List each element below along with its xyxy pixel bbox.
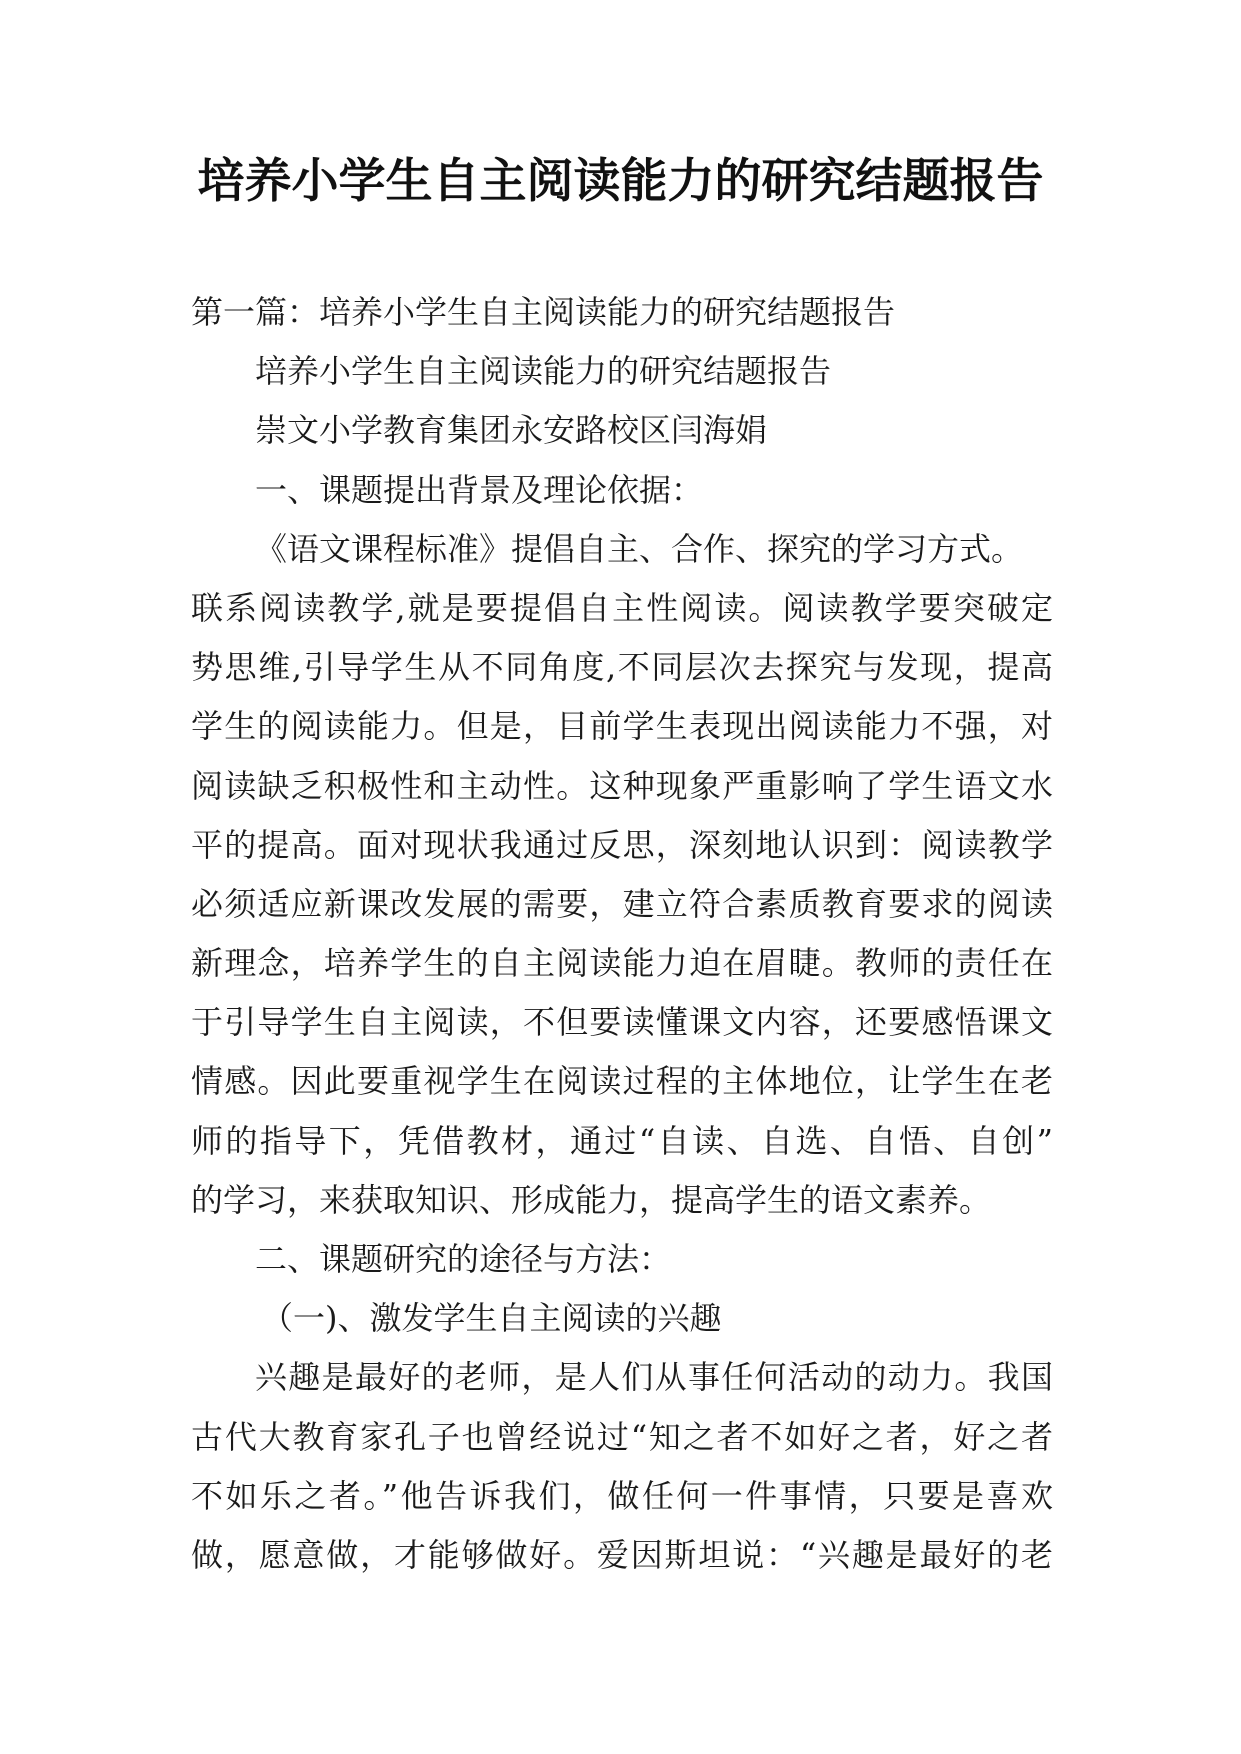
paragraph-line: 不如乐之者。”他告诉我们，做任何一件事情，只要是喜欢 <box>191 1476 1053 1515</box>
paragraph-line: 做，愿意做，才能够做好。爱因斯坦说：“兴趣是最好的老 <box>191 1535 1053 1574</box>
paragraph-line: 阅读缺乏积极性和主动性。这种现象严重影响了学生语文水 <box>191 766 1053 805</box>
paragraph-line: 新理念，培养学生的自主阅读能力迫在眉睫。教师的责任在 <box>191 944 1053 983</box>
paragraph-line: 《语文课程标准》提倡自主、合作、探究的学习方式。 <box>255 529 1024 568</box>
paragraph-line: 兴趣是最好的老师，是人们从事任何活动的动力。我国 <box>255 1358 1053 1397</box>
document-title: 培养小学生自主阅读能力的研究结题报告 <box>197 154 1044 209</box>
paragraph-line: 联系阅读教学,就是要提倡自主性阅读。阅读教学要突破定 <box>191 588 1053 627</box>
subheading-background: 一、课题提出背景及理论依据： <box>255 470 704 509</box>
subheading-methods: 二、课题研究的途径与方法： <box>255 1240 672 1278</box>
paragraph-line: 的学习，来获取知识、形成能力，提高学生的语文素养。 <box>191 1180 992 1219</box>
paragraph-line: 必须适应新课改发展的需要，建立符合素质教育要求的阅读 <box>191 884 1053 923</box>
paragraph-line: 师的指导下，凭借教材，通过“自读、自选、自悟、自创” <box>191 1121 1053 1160</box>
report-title-line: 培养小学生自主阅读能力的研究结题报告 <box>255 352 832 391</box>
section-heading: 第一篇：培养小学生自主阅读能力的研究结题报告 <box>191 293 896 331</box>
paragraph-line: 学生的阅读能力。但是，目前学生表现出阅读能力不强，对 <box>191 707 1053 746</box>
document-body <box>191 283 1053 1585</box>
paragraph-line: 势思维,引导学生从不同角度,不同层次去探究与发现，提高 <box>191 648 1053 687</box>
paragraph-line: 于引导学生自主阅读，不但要读懂课文内容，还要感悟课文 <box>191 1003 1053 1042</box>
author-line: 崇文小学教育集团永安路校区闫海娟 <box>255 411 768 450</box>
subheading-interest: （一)、激发学生自主阅读的兴趣 <box>261 1299 722 1338</box>
paragraph-line: 平的提高。面对现状我通过反思，深刻地认识到：阅读教学 <box>191 825 1053 864</box>
paragraph-line: 古代大教育家孔子也曾经说过“知之者不如好之者，好之者 <box>191 1417 1053 1456</box>
paragraph-line: 情感。因此要重视学生在阅读过程的主体地位，让学生在老 <box>191 1062 1053 1101</box>
